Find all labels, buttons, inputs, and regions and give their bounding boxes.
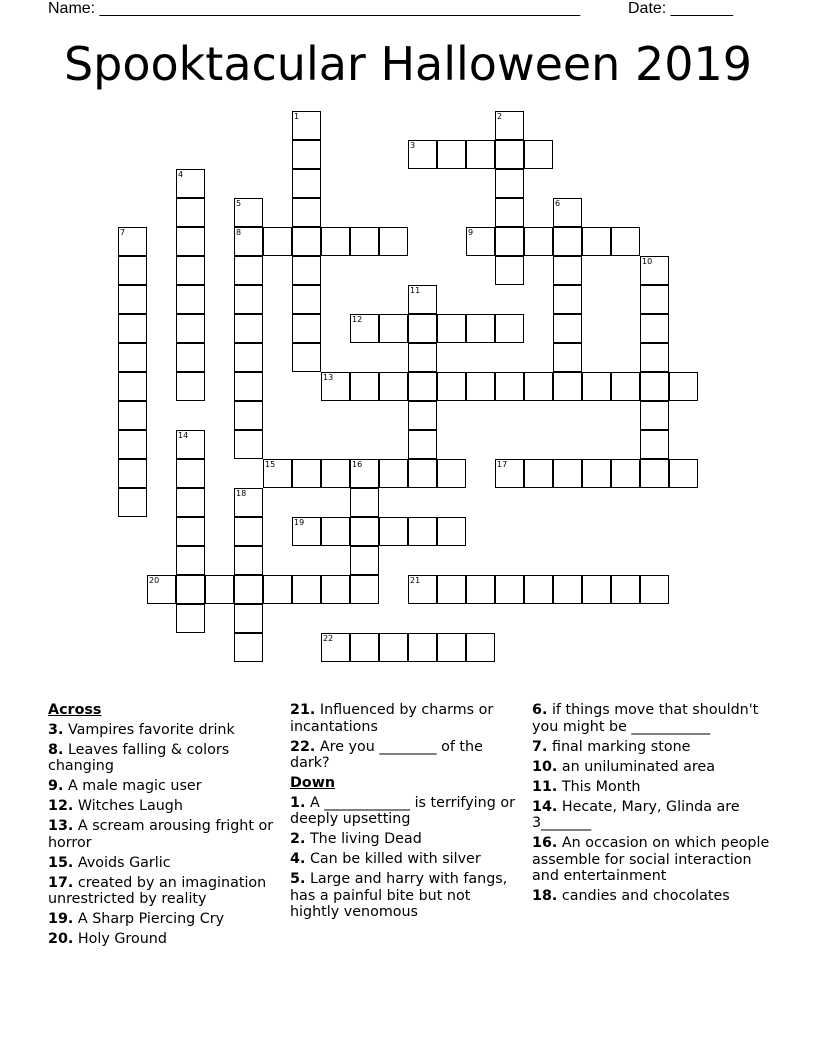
down-clue (532, 799, 770, 832)
grid-cell[interactable] (234, 343, 263, 372)
across-clue-list-continued (290, 702, 522, 772)
grid-cell[interactable] (553, 372, 582, 401)
clue-number: 5 (236, 199, 242, 208)
across-clue (48, 875, 280, 908)
grid-cell[interactable] (379, 459, 408, 488)
grid-cell[interactable] (147, 575, 176, 604)
across-clue (48, 855, 280, 872)
clue-text: Holy Ground (77, 931, 167, 947)
across-clue (48, 931, 280, 948)
clues-column-3 (532, 702, 770, 908)
clues-column-2 (290, 702, 522, 924)
clue-number: 12. (48, 798, 74, 814)
grid-cell[interactable] (234, 198, 263, 227)
clue-text: Leaves falling & colors changing (48, 741, 230, 774)
down-clue (532, 835, 770, 885)
grid-cell[interactable] (118, 314, 147, 343)
grid-cell[interactable] (437, 140, 466, 169)
clue-text: created by an imagination unrestricted by reality (48, 874, 267, 907)
grid-cell[interactable] (408, 285, 437, 314)
clue-number: 9. (48, 778, 64, 794)
clue-number: 18. (532, 888, 558, 904)
grid-cell[interactable] (379, 517, 408, 546)
grid-cell[interactable] (234, 604, 263, 633)
clue-number: 21. (290, 702, 316, 718)
grid-cell[interactable] (292, 343, 321, 372)
grid-cell[interactable] (321, 227, 350, 256)
grid-cell[interactable] (118, 430, 147, 459)
grid-cell[interactable] (495, 111, 524, 140)
grid-cell[interactable] (408, 401, 437, 430)
clue-text: Are you ________ of the dark? (290, 738, 483, 771)
grid-cell[interactable] (292, 140, 321, 169)
grid-cell[interactable] (263, 227, 292, 256)
clue-text: Can be killed with silver (309, 851, 481, 867)
down-clue (532, 739, 770, 756)
down-clue (290, 831, 522, 848)
clue-text: An occasion on which people assemble for social interaction and entertainment (532, 835, 770, 884)
grid-cell[interactable] (176, 488, 205, 517)
clue-text: Witches Laugh (77, 798, 183, 814)
clue-text: A ____________ is terrifying or deeply upsetting (290, 794, 515, 827)
clue-number: 7. (532, 738, 548, 755)
grid-cell[interactable] (350, 633, 379, 662)
clue-number: 8 (236, 228, 242, 237)
grid-cell[interactable] (524, 575, 553, 604)
grid-cell[interactable] (408, 343, 437, 372)
grid-cell[interactable] (553, 343, 582, 372)
grid-cell[interactable] (176, 343, 205, 372)
grid-cell[interactable] (176, 604, 205, 633)
grid-cell[interactable] (495, 140, 524, 169)
grid-cell[interactable] (553, 314, 582, 343)
clue-number: 17 (497, 460, 508, 469)
grid-cell[interactable] (176, 285, 205, 314)
grid-cell[interactable] (176, 314, 205, 343)
grid-cell[interactable] (437, 372, 466, 401)
grid-cell[interactable] (234, 430, 263, 459)
clue-text: A male magic user (67, 778, 202, 794)
clue-number: 17. (48, 874, 74, 891)
grid-cell[interactable] (321, 459, 350, 488)
grid-cell[interactable] (321, 633, 350, 662)
grid-cell[interactable] (640, 343, 669, 372)
down-clue (290, 851, 522, 868)
grid-cell[interactable] (292, 227, 321, 256)
grid-cell[interactable] (611, 459, 640, 488)
clue-number: 22 (323, 634, 334, 643)
clue-text: an uniluminated area (561, 758, 715, 775)
clue-number: 15 (265, 460, 276, 469)
clue-number: 1 (294, 112, 300, 121)
grid-cell[interactable] (176, 227, 205, 256)
grid-cell[interactable] (553, 575, 582, 604)
grid-cell[interactable] (437, 314, 466, 343)
clues-column-1 (48, 702, 280, 951)
clue-text: final marking stone (551, 738, 691, 755)
grid-cell[interactable] (466, 633, 495, 662)
grid-cell[interactable] (495, 575, 524, 604)
clue-number: 4. (290, 851, 306, 867)
grid-cell[interactable] (379, 227, 408, 256)
grid-cell[interactable] (350, 227, 379, 256)
grid-cell[interactable] (495, 314, 524, 343)
down-clue (532, 888, 770, 905)
grid-cell[interactable] (292, 169, 321, 198)
grid-cell[interactable] (437, 575, 466, 604)
clue-text: Hecate, Mary, Glinda are 3_______ (532, 798, 740, 831)
across-clue (48, 798, 280, 815)
clue-number: 4 (178, 170, 184, 179)
grid-cell[interactable] (118, 227, 147, 256)
grid-cell[interactable] (321, 575, 350, 604)
clue-number: 2. (290, 831, 306, 847)
puzzle-title: Spooktacular Halloween 2019 (63, 37, 753, 91)
grid-cell[interactable] (640, 256, 669, 285)
grid-cell[interactable] (350, 546, 379, 575)
grid-cell[interactable] (118, 256, 147, 285)
grid-cell[interactable] (640, 314, 669, 343)
grid-cell[interactable] (292, 256, 321, 285)
across-clue (290, 702, 522, 735)
grid-cell[interactable] (234, 256, 263, 285)
clue-number: 16 (352, 460, 363, 469)
grid-cell[interactable] (118, 488, 147, 517)
grid-cell[interactable] (234, 517, 263, 546)
grid-cell[interactable] (234, 546, 263, 575)
grid-cell[interactable] (176, 198, 205, 227)
clue-number: 8. (48, 741, 64, 758)
grid-cell[interactable] (234, 401, 263, 430)
grid-cell[interactable] (234, 314, 263, 343)
grid-cell[interactable] (408, 575, 437, 604)
grid-cell[interactable] (234, 633, 263, 662)
clue-number: 6 (555, 199, 561, 208)
grid-cell[interactable] (234, 227, 263, 256)
grid-cell[interactable] (408, 372, 437, 401)
grid-cell[interactable] (669, 372, 698, 401)
across-heading: Across (48, 702, 102, 718)
clue-text: Influenced by charms or incantations (290, 702, 494, 735)
down-clue-list (290, 795, 522, 921)
grid-cell[interactable] (524, 459, 553, 488)
clue-text: A Sharp Piercing Cry (77, 911, 225, 927)
down-clue (532, 702, 770, 735)
grid-cell[interactable] (292, 459, 321, 488)
grid-cell[interactable] (495, 169, 524, 198)
grid-cell[interactable] (118, 285, 147, 314)
grid-cell[interactable] (640, 401, 669, 430)
grid-cell[interactable] (234, 575, 263, 604)
clue-number: 6. (532, 702, 548, 718)
clue-number: 10. (532, 758, 558, 775)
grid-cell[interactable] (466, 140, 495, 169)
across-clue (48, 722, 280, 739)
grid-cell[interactable] (292, 314, 321, 343)
grid-cell[interactable] (118, 459, 147, 488)
clue-number: 13. (48, 818, 74, 834)
clue-number: 14. (532, 798, 558, 815)
clue-number: 5. (290, 871, 306, 887)
grid-cell[interactable] (205, 575, 234, 604)
grid-cell[interactable] (524, 372, 553, 401)
grid-cell[interactable] (350, 488, 379, 517)
grid-cell[interactable] (553, 227, 582, 256)
grid-cell[interactable] (466, 227, 495, 256)
grid-cell[interactable] (408, 140, 437, 169)
grid-cell[interactable] (640, 372, 669, 401)
across-clue-list (48, 722, 280, 948)
across-clue (290, 739, 522, 772)
name-field[interactable]: Name: ______________________________________________________ (48, 0, 581, 17)
grid-cell[interactable] (640, 575, 669, 604)
clue-number: 3 (410, 141, 416, 150)
grid-cell[interactable] (611, 227, 640, 256)
clue-number: 19 (294, 518, 305, 527)
clue-number: 9 (468, 228, 474, 237)
clue-text: Large and harry with fangs, has a painful bite but not hightly venomous (290, 871, 508, 920)
grid-cell[interactable] (553, 198, 582, 227)
grid-cell[interactable] (495, 459, 524, 488)
clue-text: candies and chocolates (561, 888, 730, 904)
clue-number: 7 (120, 228, 126, 237)
clue-number: 12 (352, 315, 363, 324)
grid-cell[interactable] (379, 314, 408, 343)
grid-cell[interactable] (176, 546, 205, 575)
down-clue (532, 759, 770, 776)
clue-number: 21 (410, 576, 421, 585)
grid-cell[interactable] (321, 372, 350, 401)
grid-cell[interactable] (118, 401, 147, 430)
grid-cell[interactable] (640, 285, 669, 314)
clue-number: 20 (149, 576, 160, 585)
grid-cell[interactable] (495, 198, 524, 227)
clue-number: 18 (236, 489, 247, 498)
grid-cell[interactable] (176, 575, 205, 604)
grid-cell[interactable] (437, 633, 466, 662)
grid-cell[interactable] (408, 459, 437, 488)
clue-text: A scream arousing fright or horror (48, 818, 274, 851)
grid-cell[interactable] (524, 140, 553, 169)
down-clue (532, 779, 770, 796)
clue-number: 11 (410, 286, 421, 295)
grid-cell[interactable] (379, 633, 408, 662)
across-clue (48, 818, 280, 851)
grid-cell[interactable] (582, 227, 611, 256)
grid-cell[interactable] (640, 430, 669, 459)
grid-cell[interactable] (234, 285, 263, 314)
grid-cell[interactable] (611, 372, 640, 401)
grid-cell[interactable] (437, 459, 466, 488)
grid-cell[interactable] (524, 227, 553, 256)
clue-text: if things move that shouldn't you might be ___________ (532, 702, 759, 735)
grid-cell[interactable] (582, 372, 611, 401)
grid-cell[interactable] (553, 459, 582, 488)
grid-cell[interactable] (176, 256, 205, 285)
grid-cell[interactable] (176, 169, 205, 198)
grid-cell[interactable] (350, 575, 379, 604)
grid-cell[interactable] (118, 343, 147, 372)
clue-text: The living Dead (309, 831, 422, 847)
clue-number: 11. (532, 778, 558, 795)
grid-cell[interactable] (350, 314, 379, 343)
down-clue (290, 871, 522, 921)
grid-cell[interactable] (611, 575, 640, 604)
clue-number: 13 (323, 373, 334, 382)
grid-cell[interactable] (582, 575, 611, 604)
across-clue (48, 778, 280, 795)
grid-cell[interactable] (263, 575, 292, 604)
clue-number: 22. (290, 738, 316, 755)
grid-cell[interactable] (350, 459, 379, 488)
grid-cell[interactable] (582, 459, 611, 488)
clue-number: 1. (290, 794, 306, 811)
grid-cell[interactable] (263, 459, 292, 488)
clue-text: This Month (561, 778, 641, 795)
down-clue-list-continued (532, 702, 770, 905)
grid-cell[interactable] (176, 372, 205, 401)
grid-cell[interactable] (234, 488, 263, 517)
grid-cell[interactable] (292, 111, 321, 140)
clue-number: 3. (48, 721, 64, 738)
grid-cell[interactable] (292, 198, 321, 227)
grid-cell[interactable] (350, 372, 379, 401)
grid-cell[interactable] (466, 372, 495, 401)
across-clue (48, 911, 280, 928)
grid-cell[interactable] (379, 372, 408, 401)
grid-cell[interactable] (408, 430, 437, 459)
clue-number: 20. (48, 931, 74, 947)
grid-cell[interactable] (495, 256, 524, 285)
clue-text: Avoids Garlic (77, 854, 171, 871)
clue-number: 15. (48, 854, 74, 871)
clue-number: 14 (178, 431, 189, 440)
header (48, 0, 748, 20)
date-field[interactable]: Date: _______ (628, 0, 733, 17)
grid-cell[interactable] (176, 430, 205, 459)
down-heading: Down (290, 775, 336, 791)
grid-cell[interactable] (321, 517, 350, 546)
grid-cell[interactable] (495, 372, 524, 401)
grid-cell[interactable] (292, 517, 321, 546)
grid-cell[interactable] (408, 517, 437, 546)
grid-cell[interactable] (669, 459, 698, 488)
grid-cell[interactable] (176, 517, 205, 546)
grid-cell[interactable] (408, 633, 437, 662)
grid-cell[interactable] (553, 285, 582, 314)
down-clue (290, 795, 522, 828)
grid-cell[interactable] (176, 459, 205, 488)
grid-cell[interactable] (466, 314, 495, 343)
clue-number: 16. (532, 835, 558, 851)
grid-cell[interactable] (553, 256, 582, 285)
grid-cell[interactable] (292, 285, 321, 314)
grid-cell[interactable] (437, 517, 466, 546)
grid-cell[interactable] (466, 575, 495, 604)
grid-cell[interactable] (234, 372, 263, 401)
across-clue (48, 742, 280, 775)
clue-number: 2 (497, 112, 503, 121)
clue-text: Vampires favorite drink (67, 721, 235, 738)
grid-cell[interactable] (408, 314, 437, 343)
grid-cell[interactable] (495, 227, 524, 256)
clue-number: 19. (48, 911, 74, 927)
grid-cell[interactable] (640, 459, 669, 488)
grid-cell[interactable] (350, 517, 379, 546)
grid-cell[interactable] (292, 575, 321, 604)
grid-cell[interactable] (118, 372, 147, 401)
clue-number: 10 (642, 257, 653, 266)
